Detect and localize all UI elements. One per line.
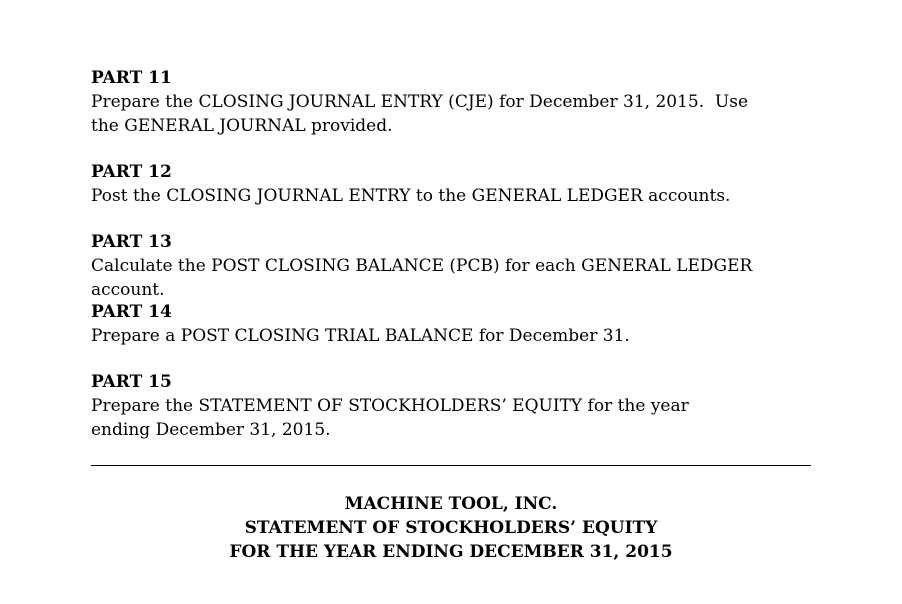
part-text: Prepare a POST CLOSING TRIAL BALANCE for December 31. (91, 326, 630, 346)
part-text: Post the CLOSING JOURNAL ENTRY to the GENERAL LEDGER accounts. (91, 186, 731, 206)
part-13 (91, 230, 811, 302)
part-11 (91, 66, 771, 138)
horizontal-divider (91, 465, 811, 466)
statement-heading (91, 492, 811, 564)
statement-period: FOR THE YEAR ENDING DECEMBER 31, 2015 (229, 542, 673, 562)
part-title: PART 12 (91, 162, 172, 182)
part-text: Prepare the CLOSING JOURNAL ENTRY (CJE) for December 31, 2015. Use the GENERAL JOURNAL provided. (91, 92, 754, 136)
part-15 (91, 370, 741, 442)
part-title: PART 15 (91, 372, 172, 392)
part-title: PART 11 (91, 68, 172, 88)
part-title: PART 13 (91, 232, 172, 252)
part-text: Calculate the POST CLOSING BALANCE (PCB) for each GENERAL LEDGER account. (91, 256, 753, 300)
part-12 (91, 160, 730, 208)
part-14 (91, 300, 630, 348)
part-title: PART 14 (91, 302, 172, 322)
company-name: MACHINE TOOL, INC. (344, 494, 558, 514)
statement-title: STATEMENT OF STOCKHOLDERS’ EQUITY (244, 518, 658, 538)
part-text: Prepare the STATEMENT OF STOCKHOLDERS’ EQUITY for the year ending December 31, 2015. (91, 396, 689, 440)
